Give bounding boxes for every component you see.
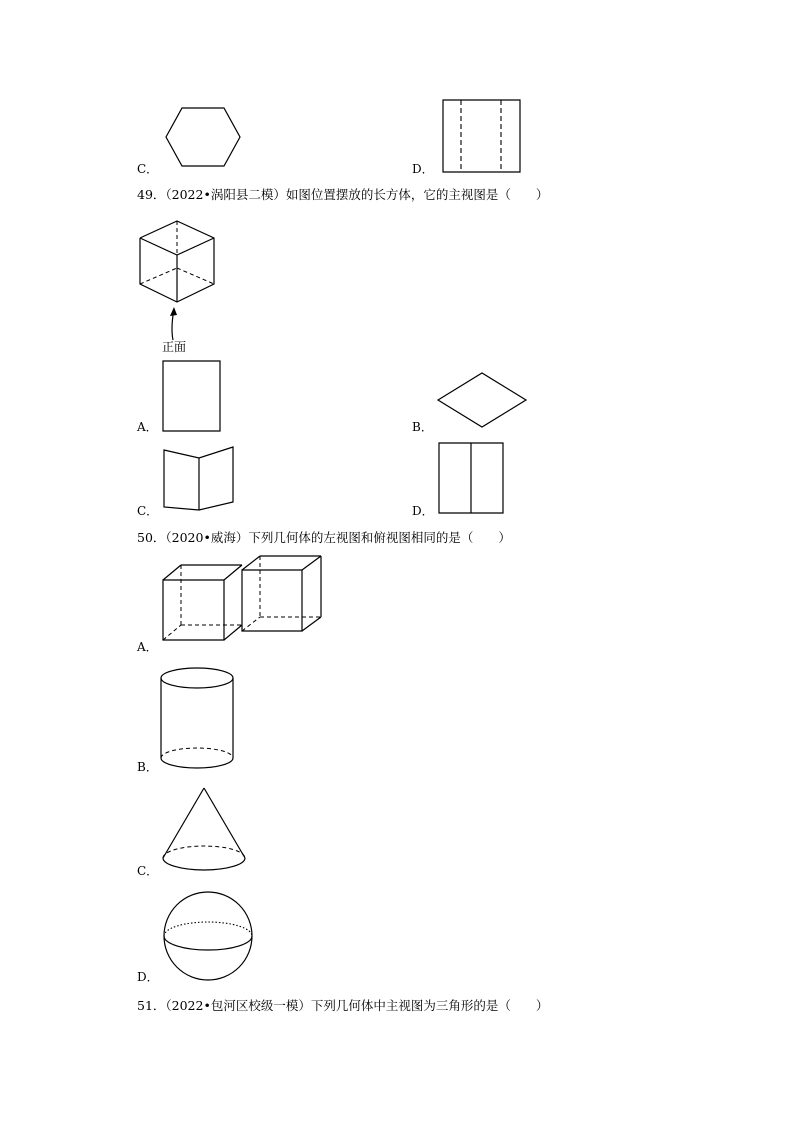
q49-front-label: 正面 xyxy=(162,340,187,354)
q51-question-text: 51．（2022•包河区校级一模）下列几何体中主视图为三角形的是（ ） xyxy=(137,998,549,1013)
q50-option-b-cylinder-figure xyxy=(158,664,240,774)
q49-option-a-rectangle-figure xyxy=(160,358,226,434)
q49-front-arrow-icon xyxy=(166,306,182,342)
q50-option-a-two-cubes-figure xyxy=(158,552,326,644)
q49-option-d-label[interactable]: D． xyxy=(412,504,434,518)
q50-option-c-label[interactable]: C． xyxy=(137,864,159,878)
q49-option-a-label[interactable]: A． xyxy=(137,420,158,434)
q49-option-b-rhombus-figure xyxy=(434,370,532,430)
q49-option-b-label[interactable]: B． xyxy=(412,420,433,434)
q50-question-text: 50．（2020•威海）下列几何体的左视图和俯视图相同的是（ ） xyxy=(137,530,511,545)
q49-cuboid-figure xyxy=(136,218,220,308)
q49-option-c-label[interactable]: C． xyxy=(137,504,159,518)
q50-option-d-sphere-figure xyxy=(160,888,260,986)
q49-option-d-split-rectangle-figure xyxy=(436,440,508,516)
q48-option-c-hexagon-figure xyxy=(160,104,250,172)
q49-option-c-open-book-figure xyxy=(160,444,238,514)
q49-question-text: 49．（2022•涡阳县二模）如图位置摆放的长方体，它的主视图是（ ） xyxy=(137,187,549,202)
q50-option-b-label[interactable]: B． xyxy=(137,760,158,774)
q50-option-c-cone-figure xyxy=(158,784,250,878)
q48-option-d-label[interactable]: D． xyxy=(412,162,434,176)
q48-option-c-label[interactable]: C． xyxy=(137,162,159,176)
q50-option-d-label[interactable]: D． xyxy=(137,970,159,984)
q48-option-d-rectangle-figure xyxy=(440,96,526,176)
q50-option-a-label[interactable]: A． xyxy=(137,640,158,654)
